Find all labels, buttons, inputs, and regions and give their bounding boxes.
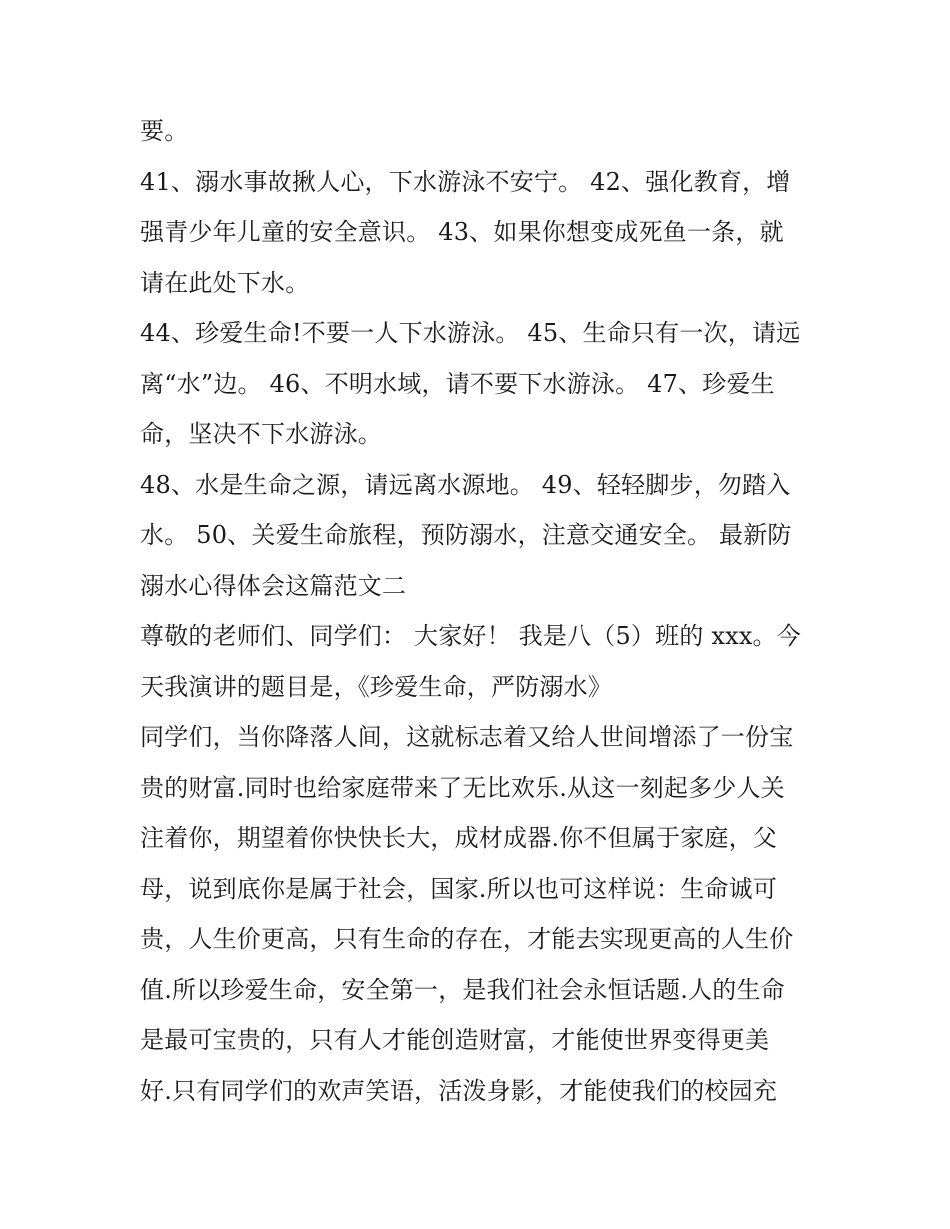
text-line: 是最可宝贵的，只有人才能创造财富，才能使世界变得更美 <box>140 1026 770 1054</box>
text-line: 同学们，当你降落人间，这就标志着又给人世间增添了一份宝 <box>140 723 794 751</box>
text-line: 注着你，期望着你快快长大，成材成器.你不但属于家庭，父 <box>140 824 778 852</box>
text-line: 41、溺水事故揪人心，下水游泳不安宁。 42、强化教育，增 <box>140 167 791 196</box>
text-line: 天我演讲的题目是，《珍爱生命，严防溺水》 <box>140 672 612 701</box>
text-line: 要。 <box>140 117 189 145</box>
text-line: 贵的财富.同时也给家庭带来了无比欢乐.从这一刻起多少人关 <box>140 773 785 802</box>
text-line: 命，坚决不下水游泳。 <box>140 420 382 448</box>
document-body <box>140 106 820 1116</box>
text-line: 离“水”边。 46、不明水域，请不要下水游泳。 47、珍爱生 <box>140 369 775 398</box>
text-line: 48、水是生命之源，请远离水源地。 49、轻轻脚步，勿踏入 <box>140 470 791 499</box>
section-heading: 溺水心得体会这篇范文二 <box>140 571 407 600</box>
text-line: 值.所以珍爱生命，安全第一，是我们社会永恒话题.人的生命 <box>140 975 785 1004</box>
text-line: 水。 50、关爱生命旅程，预防溺水，注意交通安全。 最新防 <box>140 521 792 549</box>
text-line: 强青少年儿童的安全意识。 43、如果你想变成死鱼一条，就 <box>140 218 784 246</box>
text-line: 好.只有同学们的欢声笑语，活泼身影，才能使我们的校园充 <box>140 1076 778 1105</box>
text-line: 母，说到底你是属于社会，国家.所以也可这样说：生命诚可 <box>140 874 778 903</box>
text-line: 尊敬的老师们、同学们： 大家好！ 我是八（5）班的 xxx。今 <box>140 622 801 650</box>
text-line: 请在此处下水。 <box>140 268 310 297</box>
text-line: 44、珍爱生命!不要一人下水游泳。 45、生命只有一次，请远 <box>140 319 801 347</box>
text-line: 贵，人生价更高，只有生命的存在，才能去实现更高的人生价 <box>140 925 794 953</box>
